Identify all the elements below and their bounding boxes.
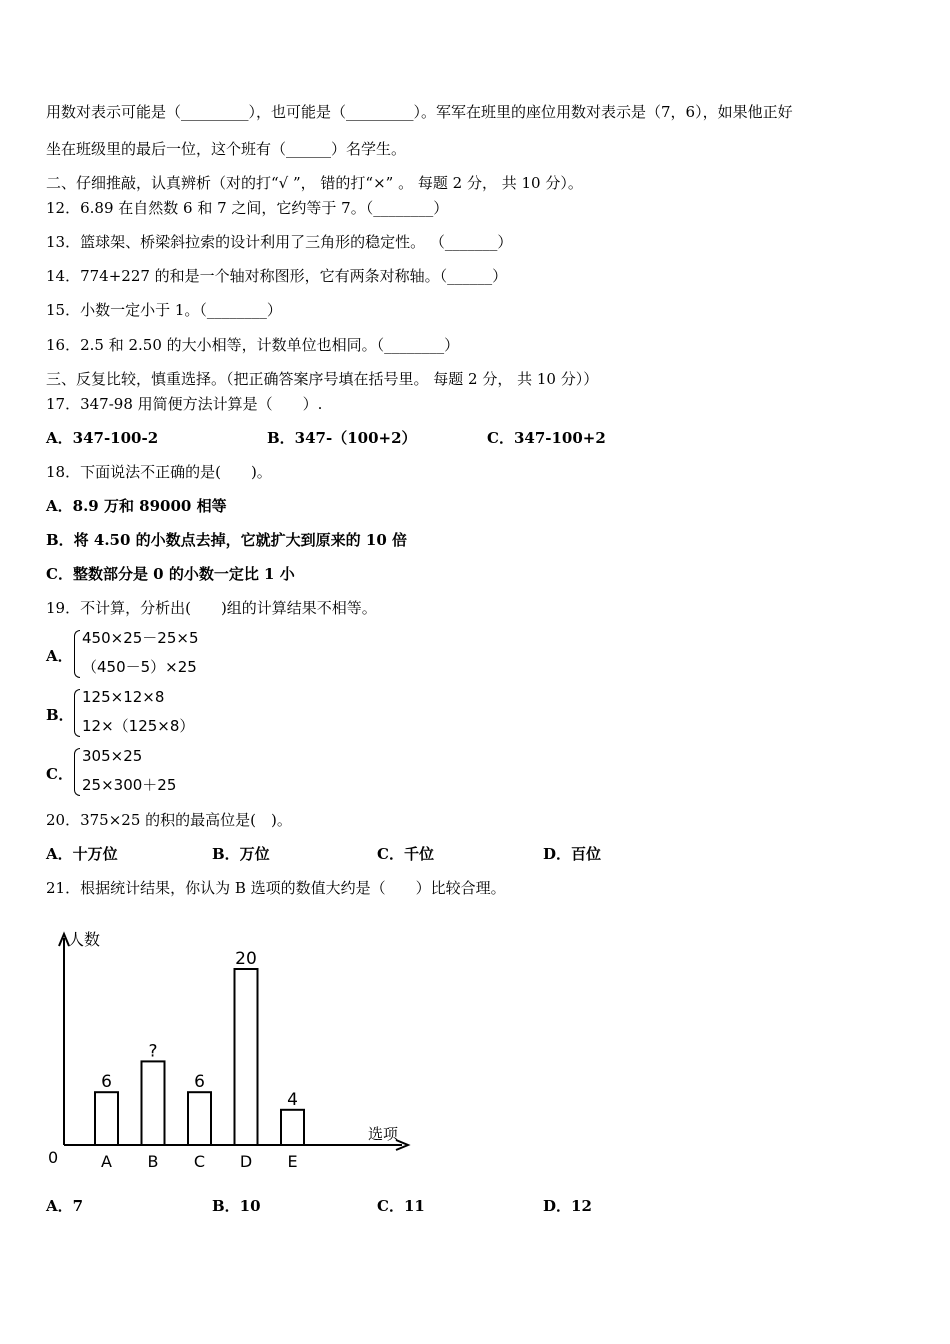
q20-option-c: C．千位: [377, 845, 434, 863]
question-19: 19．不计算，分析出( )组的计算结果不相等。: [46, 599, 377, 617]
bar-e: [281, 1110, 304, 1145]
data-label-a: 6: [101, 1072, 112, 1093]
q21-option-a: A．7: [46, 1197, 84, 1215]
q19-option-b-bottom: 12×（125×8）: [82, 717, 195, 735]
question-11-line-2: 坐在班级里的最后一位，这个班有（______）名学生。: [46, 140, 407, 158]
question-21: 21．根据统计结果，你认为 B 选项的数值大约是（ ）比较合理。: [46, 879, 506, 897]
q19-option-b-brace: [74, 689, 80, 737]
q21-option-d: D．12: [543, 1197, 592, 1215]
q20-option-b: B．万位: [212, 845, 270, 863]
tick-label-a: A: [101, 1152, 112, 1171]
bar-a: [95, 1092, 118, 1145]
q17-option-b: B．347-（100+2）: [267, 429, 417, 447]
question-17: 17．347-98 用简便方法计算是（ ）.: [46, 395, 323, 413]
q20-option-d: D．百位: [543, 845, 602, 863]
question-12: 12．6.89 在自然数 6 和 7 之间，它约等于 7。（________）: [46, 199, 449, 217]
q19-option-a-bottom: （450－5）×25: [82, 658, 197, 676]
question-15: 15．小数一定小于 1。（________）: [46, 301, 282, 319]
tick-label-c: C: [193, 1152, 206, 1171]
origin-label: 0: [48, 1148, 59, 1167]
q21-option-b: B．10: [212, 1197, 261, 1215]
q19-option-c-bottom: 25×300＋25: [82, 776, 177, 794]
question-18: 18．下面说法不正确的是( )。: [46, 463, 272, 481]
q19-option-c-brace: [74, 748, 80, 796]
question-14: 14．774+227 的和是一个轴对称图形，它有两条对称轴。（______）: [46, 267, 508, 285]
q19-option-c-top: 305×25: [82, 747, 143, 765]
q19-option-a-top: 450×25－25×5: [82, 629, 199, 647]
data-label-e: 4: [287, 1089, 298, 1110]
q17-option-c: C．347-100+2: [487, 429, 606, 447]
question-16: 16．2.5 和 2.50 的大小相等，计数单位也相同。（________）: [46, 336, 460, 354]
q18-option-a: A．8.9 万和 89000 相等: [46, 497, 227, 515]
q20-option-a: A．十万位: [46, 845, 118, 863]
q21-option-c: C．11: [377, 1197, 425, 1215]
data-label-c: 6: [194, 1072, 205, 1093]
q18-option-b: B．将 4.50 的小数点去掉，它就扩大到原来的 10 倍: [46, 531, 407, 549]
q19-option-b-label: B．: [46, 706, 74, 724]
tick-label-b: B: [147, 1152, 159, 1171]
x-axis-label: 选项: [368, 1125, 399, 1143]
data-label-b: ?: [148, 1041, 158, 1062]
section-2-heading: 二、仔细推敲，认真辨析（对的打“√ ”， 错的打“×” 。 每题 2 分， 共 10 分）。: [46, 174, 583, 192]
q17-option-a: A．347-100-2: [46, 429, 159, 447]
y-axis-label: 人数: [68, 930, 101, 949]
q19-option-a-label: A．: [46, 647, 73, 665]
bar-b: [142, 1061, 165, 1145]
bar-d: [235, 969, 258, 1145]
q19-option-a-brace: [74, 630, 80, 678]
tick-label-e: E: [287, 1152, 298, 1171]
q18-option-c: C．整数部分是 0 的小数一定比 1 小: [46, 565, 295, 583]
q19-option-c-label: C．: [46, 765, 73, 783]
q19-option-b-top: 125×12×8: [82, 688, 165, 706]
section-3-heading: 三、反复比较，慎重选择。（把正确答案序号填在括号里。 每题 2 分， 共 10 分））: [46, 370, 599, 388]
data-label-d: 20: [235, 949, 257, 969]
question-11-line-1: 用数对表示可能是（_________），也可能是（_________）。军军在班里的座位用数对表示是（7，6），如果他正好: [46, 103, 793, 121]
tick-label-d: D: [239, 1152, 253, 1171]
question-20: 20．375×25 的积的最高位是( )。: [46, 811, 292, 829]
bar-c: [188, 1092, 211, 1145]
question-13: 13．篮球架、桥梁斜拉索的设计利用了三角形的稳定性。 （_______）: [46, 233, 513, 251]
bar-chart: [40, 920, 420, 1180]
